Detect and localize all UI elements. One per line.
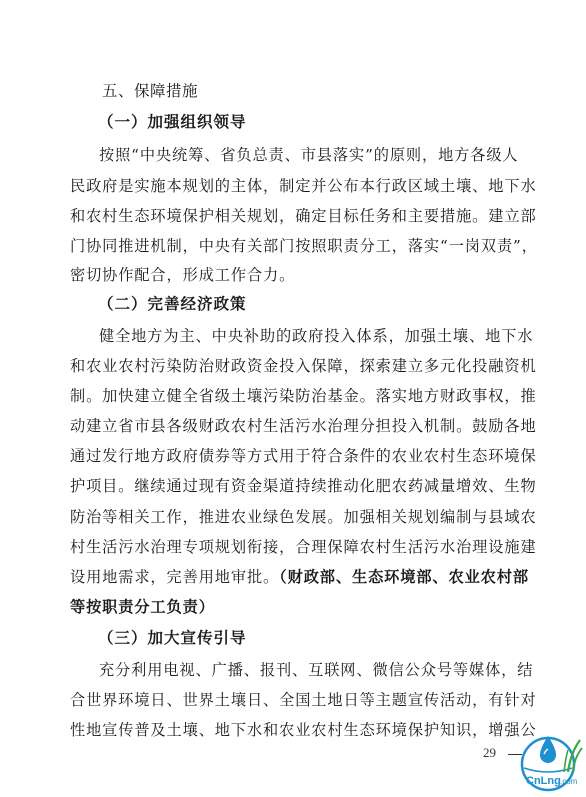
paragraph-line: 动建立省市县各级财政农村生活污水治理分担投入机制。鼓励各地: [70, 417, 537, 435]
subsection-heading: （二）完善经济政策: [98, 295, 247, 313]
subsection-heading: （一）加强组织领导: [98, 113, 247, 131]
svg-text:CnLng: CnLng: [526, 775, 561, 787]
paragraph-line: [70, 566, 529, 588]
paragraph-line: 制。加快建立健全省级土壤污染防治基金。落实地方财政事权，推: [70, 387, 537, 405]
page-number: 29: [483, 745, 496, 760]
responsibility-note: （财政部、生态环境部、农业农村部: [279, 568, 529, 586]
paragraph-line: 防治等相关工作，推进农业绿色发展。加强相关规划编制与县域农: [70, 508, 537, 526]
paragraph-line: 密切协作配合，形成工作合力。: [70, 266, 296, 284]
svg-text:.com: .com: [560, 777, 578, 786]
cnlng-logo-icon: [510, 728, 586, 794]
paragraph-line: 和农村生态环境保护相关规划，确定目标任务和主要措施。建立部: [70, 207, 537, 225]
paragraph-line: 门协同推进机制，中央有关部门按照职责分工，落实“一岗双责”，: [70, 237, 538, 255]
section-title: 五、保障措施: [102, 82, 199, 100]
responsibility-note-continued: 等按职责分工负责）: [70, 598, 215, 616]
paragraph-line: 健全地方为主、中央补助的政府投入体系，加强土壤、地下水: [99, 327, 534, 345]
paragraph-text: 设用地需求，完善用地审批。: [70, 568, 280, 586]
paragraph-line: 护项目。继续通过现有资金渠道持续推动化肥农药减量增效、生物: [70, 477, 537, 495]
paragraph-line: 性地宣传普及土壤、地下水和农业农村生态环境保护知识，增强公: [70, 721, 537, 739]
paragraph-line: 通过发行地方政府债券等方式用于符合条件的农业农村生态环境保: [70, 447, 537, 465]
paragraph-line: 合世界环境日、世界土壤日、全国土地日等主题宣传活动，有针对: [70, 691, 537, 709]
paragraph-line: 和农业农村污染防治财政资金投入保障，探索建立多元化投融资机: [70, 357, 537, 375]
subsection-heading: （三）加大宣传引导: [98, 629, 247, 647]
paragraph-line: 民政府是实施本规划的主体，制定并公布本行政区域土壤、地下水: [70, 177, 537, 195]
paragraph-line: 村生活污水治理专项规划衔接，合理保障农村生活污水治理设施建: [70, 538, 537, 556]
paragraph-line: 充分利用电视、广播、报刊、互联网、微信公众号等媒体，结: [99, 661, 534, 679]
paragraph-line: 按照“中央统筹、省负总责、市县落实”的原则，地方各级人: [99, 146, 519, 164]
